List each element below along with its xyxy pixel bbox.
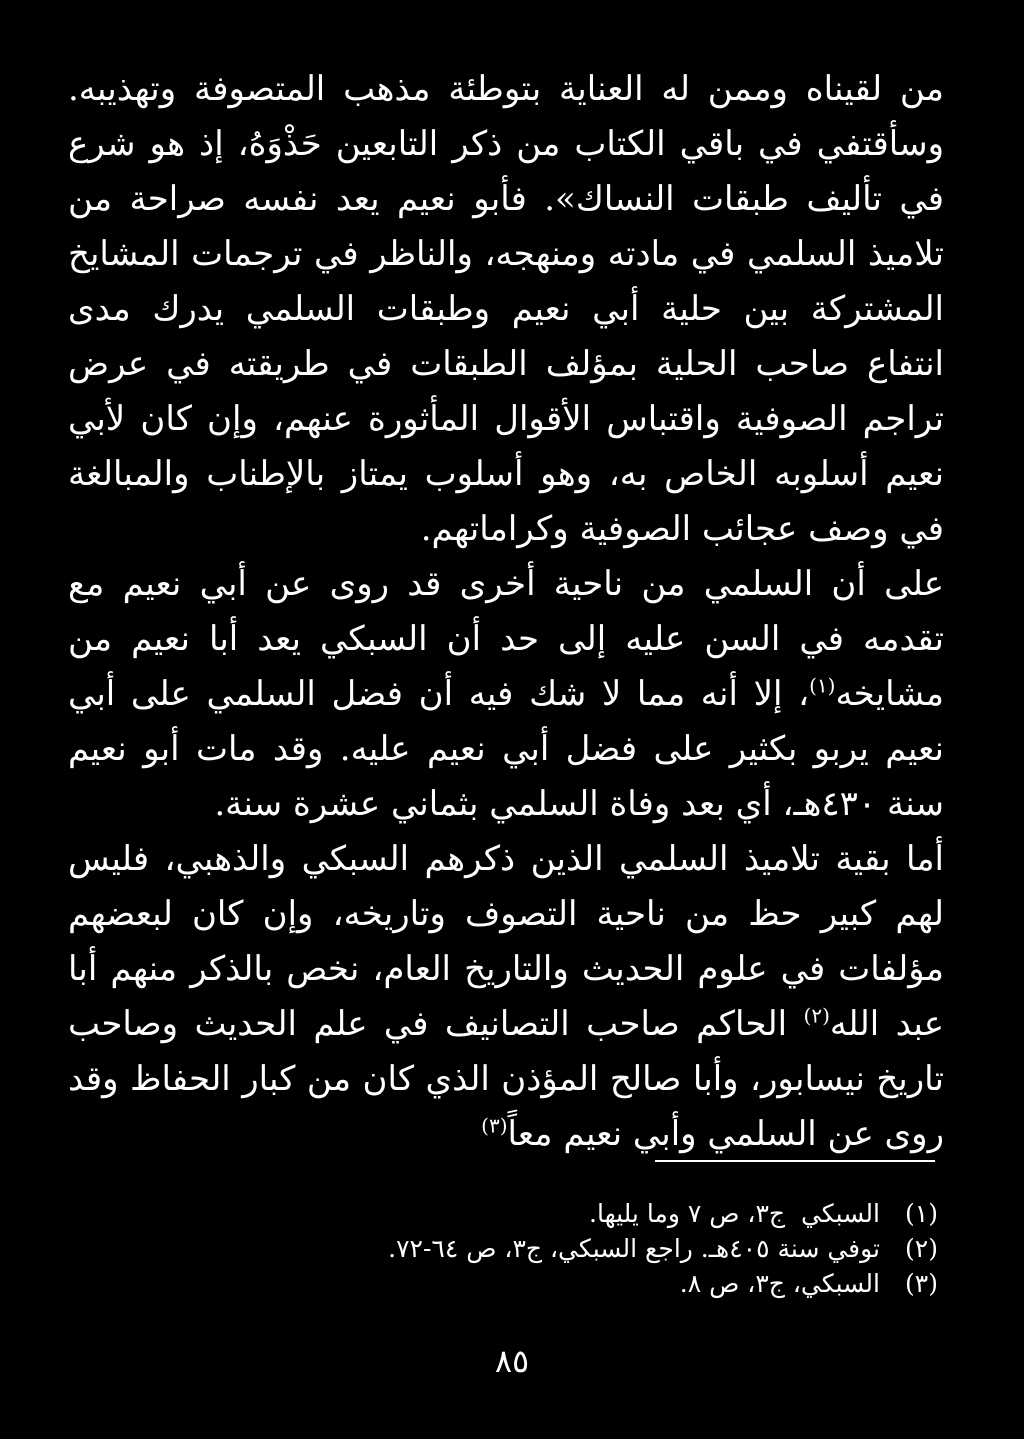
footnote-3 <box>68 1266 938 1301</box>
footnote-ref-3[interactable]: (٣) <box>481 1113 508 1138</box>
footnote-text: توفي سنة ٤٠٥هـ. راجع السبكي، ج٣، ص ٦٤-٧٢. <box>388 1234 880 1263</box>
paragraph-2-text-a: على أن السلمي من ناحية أخرى قد روى عن أبي نعيم مع تقدمه في السن عليه إلى حد أن السبكي يعد أبا نعيم من مشايخه <box>68 564 944 714</box>
footnotes <box>68 1196 938 1301</box>
footnote-text: السبكي، ج٣، ص ٨. <box>679 1269 880 1298</box>
footnote-text: السبكي ‌‌‌‌‌‌‌‌‌‌ ج٣، ص ٧ وما يليها. <box>589 1199 880 1228</box>
paragraph-1-text: من لقيناه وممن له العناية بتوطئة مذهب المتصوفة وتهذيبه. وسأقتفي في باقي الكتاب من ذكر التابعين حَذْوَهُ، إذ هو شرع في تأليف طبقات النساك». فأبو نعيم يعد نفسه صراحة من تلاميذ السلمي في مادته ومنهجه، والناظر في ترجمات المشايخ المشتركة بين حلية أبي نعيم وطبقات السلمي يدرك مدى انتفاع صاحب الحلية بمؤلف الطبقات في طريقته في عرض تراجم الصوفية واقتباس الأقوال المأثورة عنهم، وإن كان لأبي نعيم أسلوبه الخاص به، وهو أسلوب يمتاز بالإطناب والمبالغة في وصف عجائب الصوفية وكراماتهم. <box>68 69 944 549</box>
footnote-number: (٢) <box>905 1234 938 1263</box>
paragraph-3 <box>68 832 944 1162</box>
footnote-ref-1[interactable]: (١) <box>809 673 836 698</box>
paragraph-3-text-a: أما بقية تلاميذ السلمي الذين ذكرهم السبكي والذهبي، فليس لهم كبير حظ من ناحية التصوف وتاريخه، وإن كان لبعضهم مؤلفات في علوم الحديث والتاريخ العام، نخص بالذكر منهم أبا عبد الله <box>68 839 944 1044</box>
main-text <box>68 62 944 1162</box>
footnote-1 <box>68 1196 938 1231</box>
paragraph-2 <box>68 557 944 832</box>
footnote-2 <box>68 1231 938 1266</box>
footnote-number: (٣) <box>905 1269 938 1298</box>
footnote-ref-2[interactable]: (٢) <box>803 1003 830 1028</box>
paragraph-2-text-b: ، إلا أنه مما لا شك فيه أن فضل السلمي على أبي نعيم يربو بكثير على فضل أبي نعيم عليه. وقد مات أبو نعيم سنة ٤٣٠هـ، أي بعد وفاة السلمي بثماني عشرة سنة. <box>68 674 945 824</box>
paragraph-1 <box>68 62 944 557</box>
footnote-number: (١) <box>905 1199 938 1228</box>
footnote-divider <box>655 1160 935 1162</box>
paragraph-3-text-b: الحاكم صاحب التصانيف في علم الحديث وصاحب تاريخ نيسابور، وأبا صالح المؤذن الذي كان من كبار الحفاظ وقد روى عن السلمي وأبي نعيم معاً <box>68 1004 944 1154</box>
page-number: ٨٥ <box>494 1342 530 1380</box>
